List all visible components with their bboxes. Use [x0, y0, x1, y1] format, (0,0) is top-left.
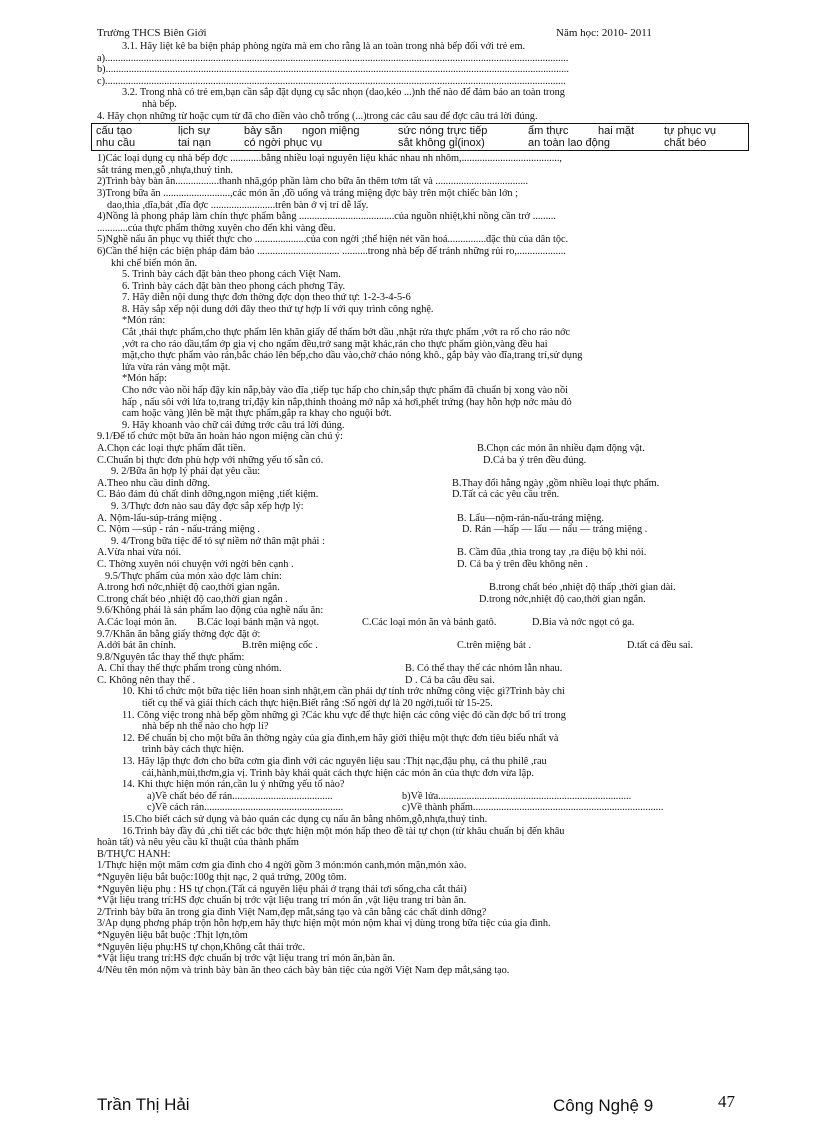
options-row	[97, 617, 737, 629]
option-b: B. Lẩu—nộm-rán-nấu-tráng miệng.	[457, 512, 604, 524]
question-3-1: 3.1. Hãy liệt kê ba biện pháp phòng ngừa mà em cho rằng là an toàn trong nhà bếp đối với trẻ em.	[122, 41, 526, 52]
option-a: A. Nộm-lẩu-súp-tráng miệng .	[97, 512, 222, 524]
question-3-2: 3.2. Trong nhà có trẻ em,bạn cần sắp đặt dụng cụ sắc nhọn (dao,kéo ...)nh thế nào để đảm bảo an toàn trong	[122, 87, 565, 99]
fill-line: khi chế biến món ăn.	[111, 257, 198, 269]
answer-line-a: a)....................................................................................................................................................................................	[97, 52, 569, 64]
options-row	[97, 443, 737, 455]
author-name: Trần Thị Hải	[97, 1095, 190, 1114]
option-b: B.trong chất béo ,nhiệt độ thấp ,thời gian dài.	[489, 582, 676, 594]
question-9-6: 9.6/Không phải là sản phẩm lao động của nghề nấu ăn:	[97, 605, 324, 617]
options-row	[97, 524, 737, 536]
option-c: C.trong chất béo ,nhiệt độ cao,thời gian ngắn .	[97, 593, 288, 605]
question-13-cont: cải,hành,mùi,thơm,gia vị. Trình bày khái quát cách thực hiện các món ăn của thực đơn vừa lập.	[142, 767, 534, 779]
fill-line: 1)Các loại dụng cụ nhà bếp đợc ............bằng nhiều loại nguyên liệu khác nhau nh nhôm,......................................,	[97, 153, 562, 165]
option-b: B.Các loại bánh mặn và ngọt.	[197, 616, 320, 628]
answer-line-b: b)....................................................................................................................................................................................	[97, 64, 569, 76]
options-row	[97, 489, 737, 501]
practice-line: *Vật liệu trang trí:HS đợc chuẩn bị trớc vật liệu trang trí món ăn,bàn ăn.	[97, 953, 395, 965]
fill-line: 6)Cần thể hiện các biện pháp đảm bảo ................................ ..........trong nhà bếp để tránh những rủi ro,...................	[97, 245, 566, 257]
mon-hap-line: Cho nớc vào nồi hấp đậy kín nắp,bày vào đĩa ,tiếp tục hấp cho chín,sắp thực phẩm đã chuẩn bị xong vào nồi	[122, 385, 568, 397]
fill-line: sắt tráng men,gỗ ,nhựa,thuỷ tinh.	[97, 164, 233, 176]
word-bank-item: ẩm thực	[528, 125, 569, 138]
option-a: A.trong hơi nớc,nhiệt độ cao,thời gian ngắn.	[97, 582, 280, 594]
page-number: 47	[718, 1092, 735, 1111]
q14-part-c: c)Về cách rán......................................................	[147, 802, 344, 814]
question-13: 13. Hãy lập thực đơn cho bữa cơm gia đình với các nguyên liệu sau :Thịt nạc,đậu phụ, cá thu philê ,rau	[122, 756, 547, 768]
school-year: Năm học: 2010- 2011	[556, 27, 652, 39]
word-bank-item: sức nóng trực tiếp	[398, 125, 488, 138]
question-10: 10. Khi tổ chức một bữa tiệc liên hoan sinh nhật,em cần phải dự tính trớc những công việc gì?Trình bày chi	[122, 686, 565, 698]
practice-line: *Vật liệu trang trí:HS đợc chuẩn bị trớc vật liệu trang trí món ăn ,vật liệu trang trí bàn ăn.	[97, 895, 467, 907]
question-11-cont: nhà bếp nh thế nào cho hợp lí?	[142, 721, 269, 733]
options-row	[97, 663, 737, 675]
school-name: Trường THCS Biên Giới	[97, 27, 207, 39]
question-7: 7. Hãy diễn nội dung thực đơn thờng đợc dọn theo thứ tự: 1-2-3-4-5-6	[122, 292, 411, 304]
option-c: C.Các loại món ăn và bánh gatô.	[362, 616, 497, 628]
options-row	[97, 582, 737, 594]
options-row	[97, 640, 737, 652]
practice-line: 1/Thực hiện một mâm cơm gia đình cho 4 ngời gồm 3 món:món canh,món mặn,món xào.	[97, 860, 467, 872]
option-a: A. Chỉ thay thế thực phẩm trong cùng nhóm.	[97, 663, 282, 675]
option-c: C. Không nên thay thế .	[97, 674, 196, 686]
option-b: B.Thay đổi hằng ngày ,gồm nhiều loại thực phẩm.	[452, 477, 660, 489]
q14-parts-row	[97, 791, 737, 803]
mon-ran-line: ,vớt ra cho ráo dầu,tẩm ớp gia vị cho ngấm đều,trở sang mặt khác,rán cho thực phẩm giòn,vàng đều hai	[122, 338, 548, 350]
fill-line: 4)Nồng là phong pháp làm chín thực phẩm bằng .....................................của nguồn nhiệt,khi nồng cần trở .........	[97, 211, 556, 223]
mon-ran-line: mặt,cho thực phẩm vào rán,bắc chảo lên bếp,cho dầu vào,chờ chảo nóng khô., gắp bày vào đĩa,trang trí,sử dụng	[122, 350, 583, 362]
fill-line: 3)Trong bữa ăn ..........................,các món ăn ,đồ uống và tráng miệng đợc bày trên một chiếc bàn lớn ;	[97, 187, 519, 199]
word-bank-item: chất béo	[664, 137, 707, 150]
question-6: 6. Trình bày cách đặt bàn theo phong cách phơng Tây.	[122, 280, 346, 292]
practice-line: *Nguyên liệu phụ : HS tự chọn.(Tất cả nguyên liệu phải ở trạng thái tơi sống,cha cắt thái)	[97, 883, 467, 895]
practice-line: 4/Nêu tên món nộm và trình bày bàn ăn theo cách bày bàn tiệc của ngời Việt Nam đẹp mắt,sáng tạo.	[97, 964, 510, 976]
option-d: D. Cả ba ý trên đều không nên .	[457, 558, 588, 570]
question-8: 8. Hãy sắp xếp nội dung dới đây theo thứ tự hợp lí với quy trình công nghệ.	[122, 303, 434, 315]
q14-part-a: a)Về chất béo để rán.......................................	[147, 790, 333, 802]
option-d: D.Cả ba ý trên đều đúng.	[483, 454, 587, 466]
word-bank-item: nhu cầu	[96, 137, 136, 150]
options-row	[97, 559, 737, 571]
option-c: C. Thờng xuyên nói chuyện với ngời bên cạnh .	[97, 558, 294, 570]
word-bank-row-1	[96, 125, 744, 137]
question-9-3: 9. 3/Thực đơn nào sau đây đợc sắp xếp hợp lý:	[111, 500, 304, 512]
exam-content	[97, 41, 737, 976]
question-12-cont: trình bày cách thực hiện.	[142, 744, 244, 756]
question-9-2: 9. 2/Bữa ăn hợp lý phải đạt yêu cầu:	[111, 466, 261, 478]
mon-ran-title: *Món rán:	[122, 315, 166, 327]
practice-line: *Nguyên liệu bắt buộc :Thịt lợn,tôm	[97, 929, 248, 941]
q14-parts-row	[97, 802, 737, 814]
option-b: B. Cầm đũa ,thìa trong tay ,ra điệu bộ khi nói.	[457, 547, 647, 559]
option-d: D.tất cả đều sai.	[627, 640, 694, 652]
practice-line: 3/Áp dụng phơng pháp trộn hỗn hợp,em hãy thực hiện một món nộm khai vị dùng trong bữa tiệc của gia đình.	[97, 918, 551, 930]
question-9: 9. Hãy khoanh vào chữ cái đứng trớc câu trả lời đúng.	[122, 419, 345, 431]
options-row	[97, 547, 737, 559]
word-bank-item: có ngời phục vụ	[244, 137, 323, 150]
word-bank-box	[91, 123, 749, 151]
q14-part-b: b)Về lửa...........................................................................	[402, 790, 632, 802]
question-16: 16.Trình bày đầy đủ ,chi tiết các bớc thực hiện một món hấp theo đề tài tự chọn (từ khâu chuẩn bị đến khâu	[122, 825, 565, 837]
question-15: 15.Cho biết cách sử dụng và bảo quản các dụng cụ nấu ăn bằng nhôm,gỗ,nhựa,thuỷ tinh.	[122, 814, 488, 825]
practice-line: *Nguyên liệu phụ:HS tự chọn,Không cắt thái trớc.	[97, 941, 306, 953]
option-b: B.trên miệng cốc .	[242, 640, 318, 652]
q14-part-d: c)Về thành phẩm..........................................................................	[402, 802, 664, 814]
word-bank-row-2	[96, 137, 744, 149]
mon-ran-line: Cắt ,thái thực phẩm,cho thực phẩm lên khăn giấy để thấm bớt dầu ,nhặt rửa thực phẩm ,vớt ra rổ cho ráo nớc	[122, 327, 571, 339]
question-4: 4. Hãy chọn những từ hoặc cụm từ đã cho điền vào chỗ trống (...)trong các câu sau để đợc câu trả lời đúng.	[97, 110, 538, 122]
question-16-cont: hoàn tất) và nêu yêu cầu kĩ thuật của thành phẩm	[97, 837, 299, 849]
question-3-2-cont: nhà bếp.	[142, 98, 177, 110]
mon-hap-line: hấp , nấu sôi với lửa to,trang trí,đậy kín nắp,thỉnh thoảng mở nắp xả hơi,phết trứng (hay hỗn hợp nớc màu đỏ	[122, 396, 572, 408]
question-9-4: 9. 4/Trong bữa tiệc để tỏ sự niềm nở thân mật phải :	[111, 535, 325, 547]
practice-line: 2/Trình bày bữa ăn trong gia đình Việt Nam,đẹp mắt,sáng tạo và cân bằng các chất dinh dỡng?	[97, 906, 487, 918]
question-9-8: 9.8/Nguyên tắc thay thế thực phẩm:	[97, 651, 245, 663]
word-bank-item: bày sẵn	[244, 125, 283, 138]
question-14: 14. Khi thực hiện món rán,cần lu ý những yếu tố nào?	[122, 779, 345, 791]
option-c: C. Nộm —súp - rán - nấu-tráng miệng .	[97, 524, 261, 536]
word-bank-item: tự phục vụ	[664, 125, 717, 138]
question-10-cont: tiết cụ thể và giải thích cách thực hiện.Biết rằng :Số ngời dự là 20 ngời,tuổi từ 15-25.	[142, 698, 493, 710]
option-a: A.Theo nhu cầu dinh dỡng.	[97, 477, 210, 489]
word-bank-item: sắt không gỉ(inox)	[398, 137, 485, 150]
answer-line-c: c)...................................................................................................................................................................................	[97, 75, 566, 87]
fill-line: dao,thìa ,dĩa,bát ,đĩa đợc .........................trên bàn ở vị trí dễ lấy.	[107, 199, 369, 211]
question-9-5: 9.5/Thực phẩm của món xào đợc làm chín:	[105, 570, 282, 582]
option-b: B. Có thể thay thế các nhóm lẫn nhau.	[405, 663, 563, 675]
question-11: 11. Công việc trong nhà bếp gồm những gì ?Các khu vực để thực hiện các công việc đó cần đợc bố trí trong	[122, 709, 566, 721]
word-bank-item: ngon miệng	[302, 125, 360, 138]
option-a: A.Các loại món ăn.	[97, 616, 177, 628]
option-c: C.Chuẩn bị thực đơn phù hợp với những yếu tố sẵn có.	[97, 454, 324, 466]
practice-title: B/THỰC HÀNH:	[97, 848, 171, 860]
option-c: C.trên miệng bát .	[457, 640, 532, 652]
options-row	[97, 675, 737, 687]
option-d: D.Tất cả các yêu cầu trên.	[452, 489, 560, 501]
mon-hap-line: cam hoặc vàng )lên bề mặt thực phẩm,gắp ra khay cho nguội bớt.	[122, 408, 392, 420]
option-b: B.Chọn các món ăn nhiều đạm động vật.	[477, 443, 645, 454]
option-d: D. Rán —hấp — lẩu — nấu — tráng miệng .	[462, 524, 648, 536]
fill-line: 2)Trình bày bàn ăn.................thanh nhã,góp phần làm cho bữa ăn thêm tơm tất và ....................................	[97, 176, 529, 188]
fill-line: 5)Nghề nấu ăn phục vụ thiết thực cho ....................của con ngời ;thể hiện nét văn hoá...............đặc thù của dân tộc.	[97, 234, 569, 246]
word-bank-item: an toàn lao động	[528, 137, 610, 150]
options-row	[97, 594, 737, 606]
option-a: A.dới bát ăn chính.	[97, 640, 176, 652]
word-bank-item: cấu tạo	[96, 125, 133, 138]
option-d: D.Bia và nớc ngọt có ga.	[532, 616, 635, 628]
option-a: A.Chọn các loại thực phẩm đắt tiền.	[97, 443, 246, 454]
options-row	[97, 513, 737, 525]
option-d: D . Cả ba câu đều sai.	[405, 674, 495, 686]
question-12: 12. Để chuẩn bị cho một bữa ăn thờng ngày của gia đình,em hãy giới thiệu một thực đơn tiêu biểu nhất và	[122, 732, 559, 744]
mon-hap-title: *Món hấp:	[122, 373, 167, 385]
subject-name: Công Nghệ 9	[553, 1096, 654, 1115]
fill-line: ............của thực phẩm thờng xuyên cho đến khi vàng đều.	[97, 222, 336, 234]
options-row	[97, 478, 737, 490]
option-c: C. Bảo đảm đủ chất dinh dỡng,ngon miệng ,tiết kiệm.	[97, 489, 319, 501]
word-bank-item: lịch sự	[178, 125, 211, 138]
option-d: D.trong nớc,nhiệt độ cao,thời gian ngắn.	[479, 593, 646, 605]
question-9-1: 9.1/Để tổ chức một bữa ăn hoàn hảo ngon miệng cần chú ý:	[97, 431, 343, 443]
word-bank-item: tai nạn	[178, 137, 212, 150]
question-5: 5. Trình bày cách đặt bàn theo phong cách Việt Nam.	[122, 269, 341, 281]
mon-ran-line: lửa vừa rán vàng một mặt.	[122, 361, 231, 373]
practice-line: *Nguyên liệu bắt buộc:100g thịt nạc, 2 quả trứng, 200g tôm.	[97, 871, 347, 883]
question-9-7: 9.7/Khăn ăn bằng giấy thờng đợc đặt ở:	[97, 628, 261, 640]
options-row	[97, 455, 737, 467]
option-a: A.Vừa nhai vừa nói.	[97, 547, 182, 559]
word-bank-item: hai mặt	[598, 125, 635, 138]
